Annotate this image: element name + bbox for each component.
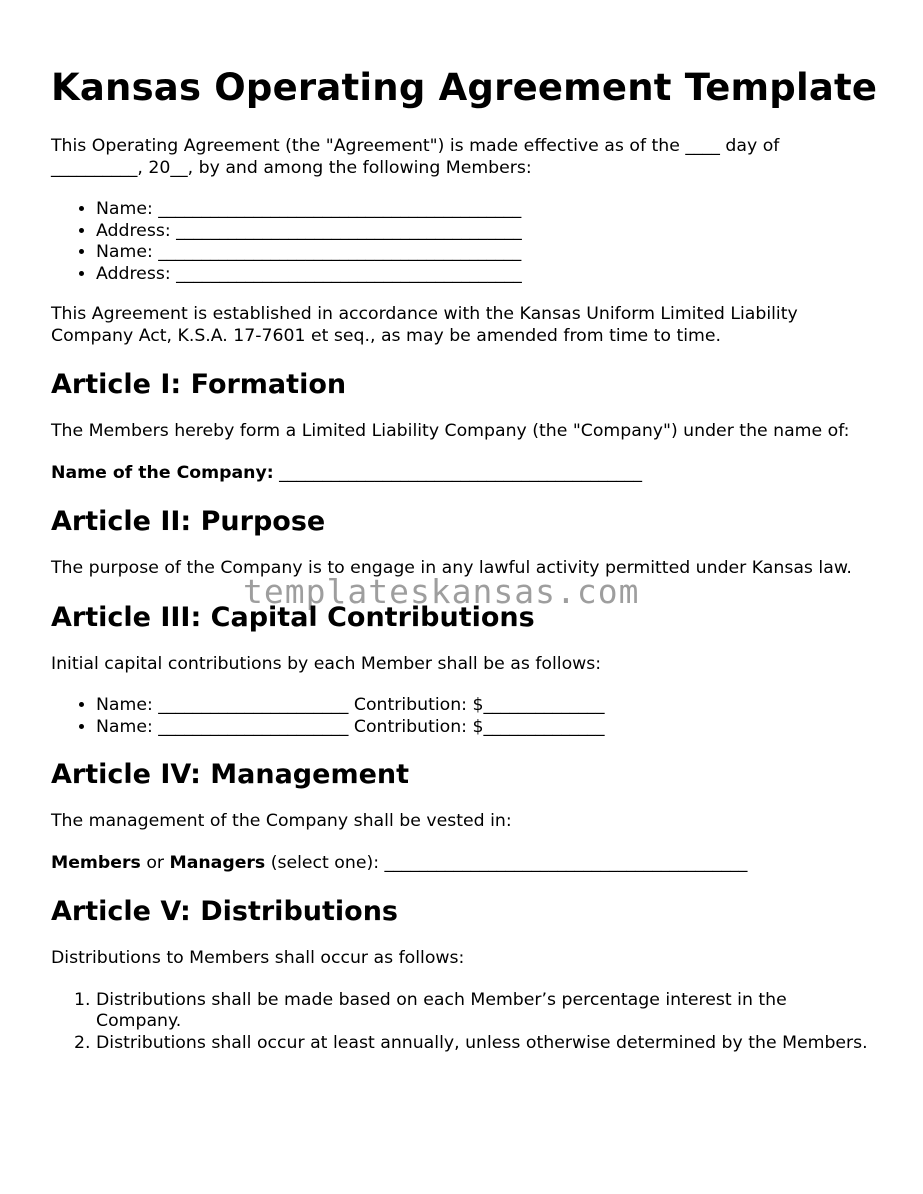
- watermark: templateskansas.com: [243, 572, 640, 611]
- established-paragraph: This Agreement is established in accordance with the Kansas Uniform Limited Liability Company Act, K.S.A. 17-7601 et seq., as may be amended from time to time.: [51, 304, 798, 346]
- members-list: [51, 199, 871, 285]
- company-name-label: Name of the Company:: [51, 462, 274, 483]
- intro-paragraph: This Operating Agreement (the "Agreement") is made effective as of the ____ day of __________, 20__, by and among the following Members:: [51, 136, 780, 178]
- or-text: or: [140, 852, 170, 873]
- article-4-text: The management of the Company shall be vested in:: [51, 811, 512, 831]
- list-item: • Name: ______________________ Contribution: $______________: [96, 717, 871, 739]
- list-item: 1. Distributions shall be made based on each Member’s percentage interest in the Company.: [96, 990, 871, 1033]
- management-select-line: [51, 853, 871, 875]
- distributions-list: [51, 990, 871, 1055]
- list-item: • Name: __________________________________________: [96, 199, 871, 221]
- article-1-text: The Members hereby form a Limited Liability Company (the "Company") under the name of:: [51, 421, 850, 441]
- article-5-heading: Article V: Distributions: [51, 896, 398, 927]
- select-one-text: (select one): __________________________________________: [265, 852, 748, 873]
- list-item: • Address: ________________________________________: [96, 264, 871, 286]
- article-5-text: Distributions to Members shall occur as follows:: [51, 948, 465, 968]
- list-item: 2. Distributions shall occur at least annually, unless otherwise determined by the Members.: [96, 1033, 871, 1055]
- article-2-text: The purpose of the Company is to engage in any lawful activity permitted under Kansas law.: [51, 558, 852, 578]
- contributions-list: [51, 695, 871, 738]
- article-3-text: Initial capital contributions by each Member shall be as follows:: [51, 653, 602, 674]
- company-name-blank: __________________________________________: [273, 462, 643, 483]
- list-item: • Name: __________________________________________: [96, 242, 871, 264]
- document-title: Kansas Operating Agreement Template: [51, 66, 878, 109]
- list-item: • Address: ________________________________________: [96, 221, 871, 243]
- article-2-heading: Article II: Purpose: [51, 506, 326, 537]
- company-name-line: [51, 463, 871, 485]
- list-item: • Name: ______________________ Contribution: $______________: [96, 695, 871, 717]
- article-3-heading: Article III: Capital Contributions: [51, 601, 535, 633]
- article-4-heading: Article IV: Management: [51, 759, 410, 790]
- article-1-heading: Article I: Formation: [51, 369, 347, 400]
- document-page: [51, 62, 878, 1073]
- managers-option: Managers: [169, 852, 266, 873]
- members-option: Members: [51, 852, 141, 873]
